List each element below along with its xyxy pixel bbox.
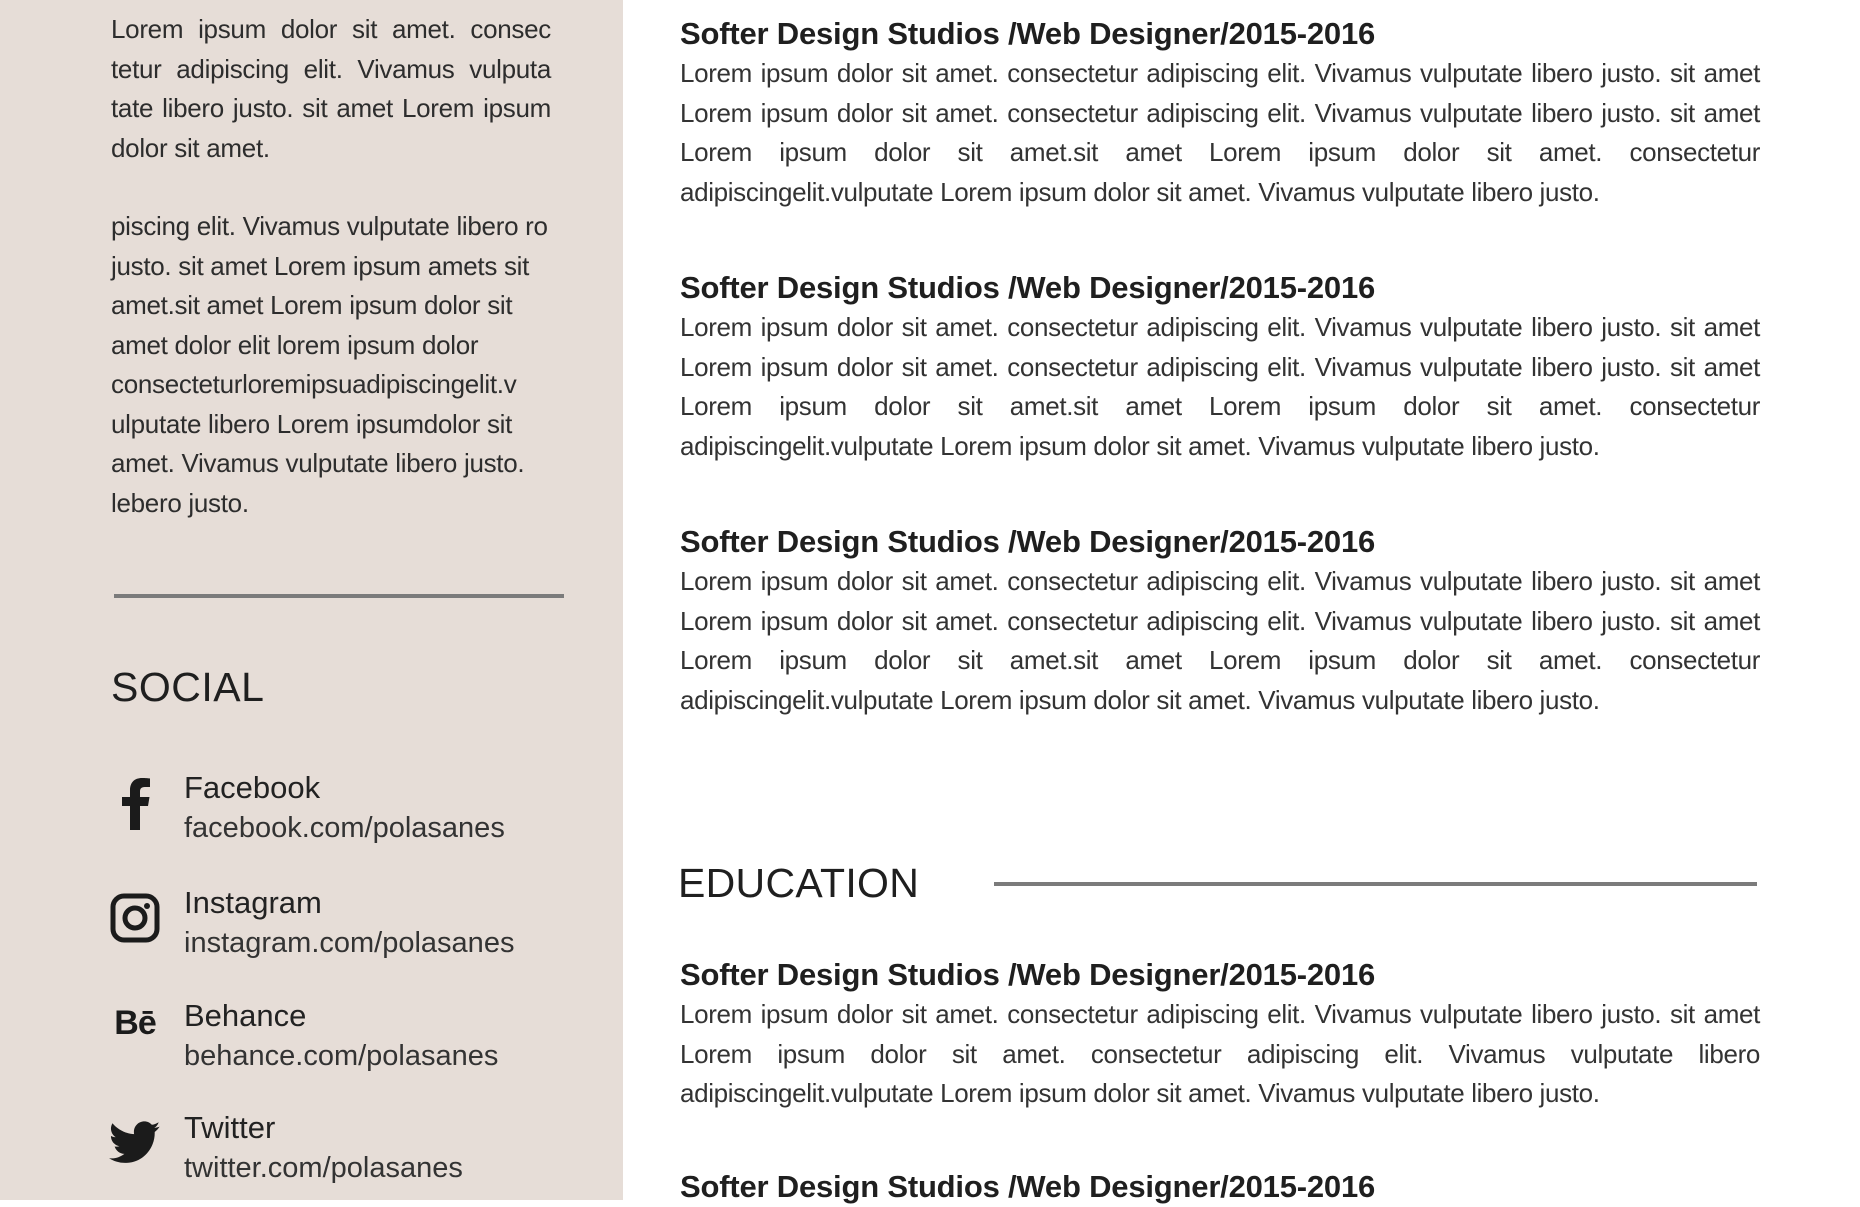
entry-title: Softer Design Studios /Web Designer/2015-2016: [680, 270, 1376, 305]
social-url[interactable]: facebook.com/polasanes: [184, 812, 505, 844]
entry-title: Softer Design Studios /Web Designer/2015-2016: [680, 957, 1376, 992]
social-url[interactable]: instagram.com/polasanes: [184, 927, 515, 959]
entry-description: Lorem ipsum dolor sit amet. consectetur adipiscing elit. Vivamus vulputate libero justo. sit amet Lorem ipsum dolor sit amet. consectetur adipiscing elit. Vivamus vulputate libero justo. sit amet Lorem ipsum dolor sit amet.sit amet Lorem ipsum dolor sit amet. consectetur adipiscingelit.vulputate Lorem ipsum dolor sit amet. Vivamus vulputate libero justo.: [680, 566, 1760, 715]
about-paragraph-1: Lorem ipsum dolor sit amet. consec tetur adipiscing elit. Vivamus vulputa tate libero justo. sit amet Lorem ipsum dolor sit amet.: [111, 14, 551, 163]
experience-entry-1: [680, 14, 1760, 212]
social-instagram[interactable]: [108, 883, 588, 979]
social-behance[interactable]: [108, 996, 588, 1092]
social-name: Behance: [184, 998, 307, 1033]
education-entry-2: [680, 1167, 1760, 1207]
sidebar-divider: [114, 594, 564, 598]
behance-glyph: Bē: [114, 1003, 156, 1042]
entry-title: Softer Design Studios /Web Designer/2015-2016: [680, 524, 1376, 559]
experience-entry-2: [680, 268, 1760, 466]
about-text: [111, 10, 551, 523]
behance-icon: [108, 996, 162, 1050]
education-entry-1: [680, 955, 1760, 1114]
entry-title: Softer Design Studios /Web Designer/2015-2016: [680, 16, 1376, 51]
social-name: Twitter: [184, 1110, 276, 1145]
social-heading: SOCIAL: [111, 664, 265, 710]
about-paragraph-2: piscing elit. Vivamus vulputate libero ro justo. sit amet Lorem ipsum amets sit amet.sit amet Lorem ipsum dolor sit amet dolor elit lorem ipsum dolor consecteturloremipsuadipiscingelit.v ulputate libero Lorem ipsumdolor sit amet. Vivamus vulputate libero justo. lebero justo.: [111, 211, 548, 518]
social-url[interactable]: twitter.com/polasanes: [184, 1152, 463, 1184]
sidebar: [0, 0, 623, 1200]
education-divider: [994, 882, 1757, 886]
entry-description: Lorem ipsum dolor sit amet. consectetur adipiscing elit. Vivamus vulputate libero justo. sit amet Lorem ipsum dolor sit amet. consectetur adipiscing elit. Vivamus vulputate libero justo. sit amet Lorem ipsum dolor sit amet.sit amet Lorem ipsum dolor sit amet. consectetur adipiscingelit.vulputate Lorem ipsum dolor sit amet. Vivamus vulputate libero justo.: [680, 312, 1760, 461]
education-heading: EDUCATION: [678, 860, 920, 906]
twitter-icon: [108, 1116, 162, 1170]
experience-entry-3: [680, 522, 1760, 720]
instagram-icon: [108, 891, 162, 945]
social-facebook[interactable]: [108, 768, 588, 864]
entry-description: Lorem ipsum dolor sit amet. consectetur adipiscing elit. Vivamus vulputate libero justo. sit amet Lorem ipsum dolor sit amet. consectetur adipiscing elit. Vivamus vulputate libero justo. sit amet Lorem ipsum dolor sit amet.sit amet Lorem ipsum dolor sit amet. consectetur adipiscingelit.vulputate Lorem ipsum dolor sit amet. Vivamus vulputate libero justo.: [680, 58, 1760, 207]
facebook-icon: [108, 776, 162, 830]
social-name: Facebook: [184, 770, 321, 805]
social-url[interactable]: behance.com/polasanes: [184, 1040, 499, 1072]
social-twitter[interactable]: [108, 1108, 588, 1204]
entry-title: Softer Design Studios /Web Designer/2015-2016: [680, 1169, 1376, 1204]
social-name: Instagram: [184, 885, 322, 920]
entry-description: Lorem ipsum dolor sit amet. consectetur adipiscing elit. Vivamus vulputate libero justo. sit amet Lorem ipsum dolor sit amet. consectetur adipiscing elit. Vivamus vulputate libero adipiscingelit.vulputate Lorem ipsum dolor sit amet. Vivamus vulputate libero justo.: [680, 999, 1760, 1108]
